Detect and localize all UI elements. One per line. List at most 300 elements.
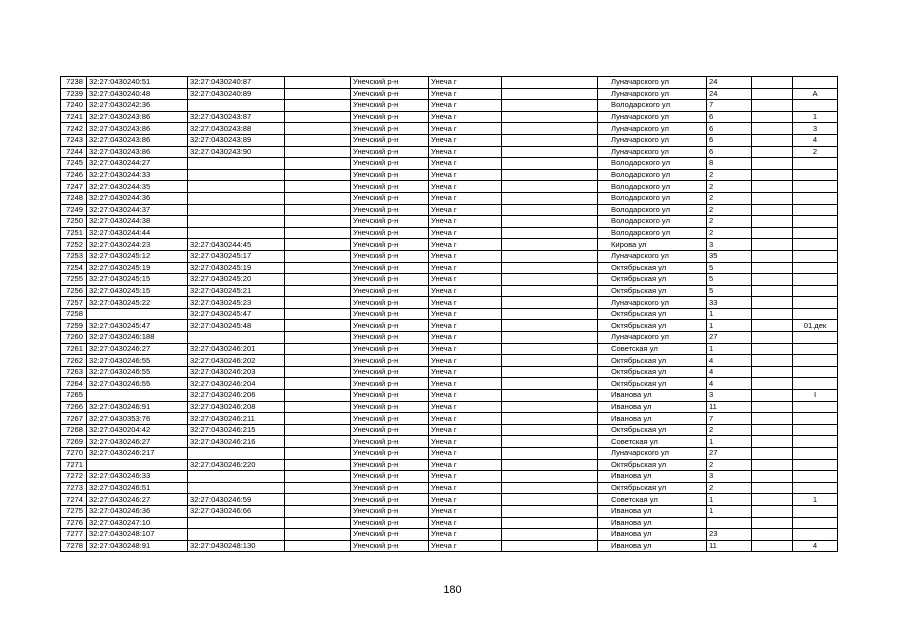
empty-cell <box>285 239 351 251</box>
empty-cell <box>502 239 598 251</box>
city-cell: Унеча г <box>429 192 502 204</box>
table-row <box>61 88 838 100</box>
empty-cell <box>752 529 793 541</box>
district-cell: Унечский р-н <box>351 401 429 413</box>
empty-cell <box>285 529 351 541</box>
district-cell: Унечский р-н <box>351 158 429 170</box>
empty-cell <box>752 204 793 216</box>
empty-cell <box>752 297 793 309</box>
extra-cell <box>793 77 838 89</box>
empty-cell <box>752 308 793 320</box>
linked-number-cell: 32:27:0430246:59 <box>188 494 285 506</box>
empty-cell <box>502 285 598 297</box>
table-row <box>61 494 838 506</box>
city-cell: Унеча г <box>429 146 502 158</box>
empty-cell <box>502 332 598 344</box>
street-cell: Луначарского ул <box>598 77 707 89</box>
linked-number-cell <box>188 448 285 460</box>
extra-cell <box>793 158 838 170</box>
district-cell: Унечский р-н <box>351 285 429 297</box>
street-cell: Володарского ул <box>598 227 707 239</box>
house-number-cell: 5 <box>707 285 752 297</box>
records-table <box>60 76 838 552</box>
empty-cell <box>285 181 351 193</box>
row-number-cell: 7264 <box>61 378 87 390</box>
cadastral-number-cell: 32:27:0430246:188 <box>87 332 188 344</box>
street-cell: Иванова ул <box>598 390 707 402</box>
empty-cell <box>752 100 793 112</box>
district-cell: Унечский р-н <box>351 505 429 517</box>
table-body <box>61 77 838 552</box>
table-row <box>61 181 838 193</box>
cadastral-number-cell: 32:27:0430246:91 <box>87 401 188 413</box>
city-cell: Унеча г <box>429 308 502 320</box>
empty-cell <box>285 100 351 112</box>
district-cell: Унечский р-н <box>351 204 429 216</box>
extra-cell <box>793 413 838 425</box>
empty-cell <box>502 401 598 413</box>
cadastral-number-cell: 32:27:0430246:55 <box>87 355 188 367</box>
extra-cell <box>793 448 838 460</box>
extra-cell <box>793 239 838 251</box>
empty-cell <box>285 448 351 460</box>
empty-cell <box>752 366 793 378</box>
extra-cell: 1 <box>793 111 838 123</box>
empty-cell <box>752 436 793 448</box>
cadastral-number-cell: 32:27:0430248:91 <box>87 540 188 552</box>
city-cell: Унеча г <box>429 401 502 413</box>
extra-cell: 2 <box>793 146 838 158</box>
extra-cell <box>793 378 838 390</box>
empty-cell <box>285 436 351 448</box>
city-cell: Унеча г <box>429 494 502 506</box>
house-number-cell: 6 <box>707 111 752 123</box>
house-number-cell: 1 <box>707 436 752 448</box>
cadastral-number-cell: 32:27:0430245:12 <box>87 250 188 262</box>
linked-number-cell: 32:27:0430245:20 <box>188 274 285 286</box>
table-row <box>61 320 838 332</box>
extra-cell <box>793 343 838 355</box>
empty-cell <box>285 471 351 483</box>
row-number-cell: 7276 <box>61 517 87 529</box>
empty-cell <box>285 134 351 146</box>
house-number-cell: 27 <box>707 448 752 460</box>
district-cell: Унечский р-н <box>351 239 429 251</box>
house-number-cell: 1 <box>707 343 752 355</box>
street-cell: Октябрьская ул <box>598 320 707 332</box>
extra-cell <box>793 436 838 448</box>
house-number-cell: 24 <box>707 88 752 100</box>
street-cell: Володарского ул <box>598 192 707 204</box>
empty-cell <box>285 88 351 100</box>
table-row <box>61 239 838 251</box>
district-cell: Унечский р-н <box>351 343 429 355</box>
empty-cell <box>285 111 351 123</box>
district-cell: Унечский р-н <box>351 274 429 286</box>
empty-cell <box>502 471 598 483</box>
house-number-cell: 3 <box>707 471 752 483</box>
empty-cell <box>752 216 793 228</box>
city-cell: Унеча г <box>429 505 502 517</box>
house-number-cell: 2 <box>707 192 752 204</box>
linked-number-cell: 32:27:0430240:89 <box>188 88 285 100</box>
cadastral-number-cell: 32:27:0430245:19 <box>87 262 188 274</box>
empty-cell <box>752 285 793 297</box>
district-cell: Унечский р-н <box>351 216 429 228</box>
linked-number-cell: 32:27:0430246:211 <box>188 413 285 425</box>
linked-number-cell <box>188 517 285 529</box>
linked-number-cell: 32:27:0430246:66 <box>188 505 285 517</box>
extra-cell: 1 <box>793 494 838 506</box>
cadastral-number-cell: 32:27:0430244:44 <box>87 227 188 239</box>
table-row <box>61 471 838 483</box>
extra-cell: А <box>793 88 838 100</box>
linked-number-cell <box>188 332 285 344</box>
empty-cell <box>285 192 351 204</box>
linked-number-cell: 32:27:0430245:17 <box>188 250 285 262</box>
city-cell: Унеча г <box>429 274 502 286</box>
house-number-cell: 2 <box>707 169 752 181</box>
linked-number-cell: 32:27:0430246:202 <box>188 355 285 367</box>
city-cell: Унеча г <box>429 239 502 251</box>
street-cell: Иванова ул <box>598 505 707 517</box>
cadastral-number-cell: 32:27:0430245:22 <box>87 297 188 309</box>
cadastral-number-cell: 32:27:0430246:51 <box>87 482 188 494</box>
extra-cell <box>793 204 838 216</box>
empty-cell <box>752 227 793 239</box>
district-cell: Унечский р-н <box>351 297 429 309</box>
empty-cell <box>502 227 598 239</box>
row-number-cell: 7262 <box>61 355 87 367</box>
empty-cell <box>285 297 351 309</box>
row-number-cell: 7273 <box>61 482 87 494</box>
row-number-cell: 7240 <box>61 100 87 112</box>
district-cell: Унечский р-н <box>351 378 429 390</box>
empty-cell <box>502 529 598 541</box>
cadastral-number-cell: 32:27:0430244:36 <box>87 192 188 204</box>
row-number-cell: 7244 <box>61 146 87 158</box>
street-cell: Октябрьская ул <box>598 378 707 390</box>
city-cell: Унеча г <box>429 424 502 436</box>
cadastral-number-cell: 32:27:0430240:48 <box>87 88 188 100</box>
linked-number-cell: 32:27:0430245:19 <box>188 262 285 274</box>
empty-cell <box>752 424 793 436</box>
row-number-cell: 7250 <box>61 216 87 228</box>
empty-cell <box>752 134 793 146</box>
cadastral-number-cell: 32:27:0430243:86 <box>87 111 188 123</box>
empty-cell <box>502 100 598 112</box>
extra-cell <box>793 181 838 193</box>
table-row <box>61 262 838 274</box>
house-number-cell: 5 <box>707 274 752 286</box>
extra-cell <box>793 100 838 112</box>
district-cell: Унечский р-н <box>351 308 429 320</box>
street-cell: Иванова ул <box>598 540 707 552</box>
empty-cell <box>752 88 793 100</box>
empty-cell <box>502 448 598 460</box>
district-cell: Унечский р-н <box>351 111 429 123</box>
house-number-cell: 7 <box>707 100 752 112</box>
cadastral-number-cell: 32:27:0430245:15 <box>87 285 188 297</box>
row-number-cell: 7242 <box>61 123 87 135</box>
city-cell: Унеча г <box>429 181 502 193</box>
table-row <box>61 482 838 494</box>
house-number-cell: 1 <box>707 308 752 320</box>
row-number-cell: 7245 <box>61 158 87 170</box>
house-number-cell: 6 <box>707 134 752 146</box>
city-cell: Унеча г <box>429 355 502 367</box>
empty-cell <box>502 216 598 228</box>
street-cell: Луначарского ул <box>598 297 707 309</box>
empty-cell <box>502 390 598 402</box>
street-cell: Октябрьская ул <box>598 482 707 494</box>
extra-cell: 4 <box>793 134 838 146</box>
table-row <box>61 204 838 216</box>
empty-cell <box>285 401 351 413</box>
city-cell: Унеча г <box>429 227 502 239</box>
row-number-cell: 7277 <box>61 529 87 541</box>
row-number-cell: 7260 <box>61 332 87 344</box>
cadastral-number-cell: 32:27:0430246:27 <box>87 343 188 355</box>
empty-cell <box>502 158 598 170</box>
city-cell: Унеча г <box>429 529 502 541</box>
extra-cell: 4 <box>793 540 838 552</box>
street-cell: Октябрьская ул <box>598 366 707 378</box>
table-row <box>61 343 838 355</box>
empty-cell <box>502 77 598 89</box>
empty-cell <box>502 262 598 274</box>
street-cell: Володарского ул <box>598 100 707 112</box>
table-row <box>61 285 838 297</box>
empty-cell <box>285 378 351 390</box>
cadastral-number-cell: 32:27:0430204:42 <box>87 424 188 436</box>
street-cell: Октябрьская ул <box>598 355 707 367</box>
empty-cell <box>752 540 793 552</box>
house-number-cell: 2 <box>707 216 752 228</box>
house-number-cell: 35 <box>707 250 752 262</box>
city-cell: Унеча г <box>429 285 502 297</box>
row-number-cell: 7256 <box>61 285 87 297</box>
empty-cell <box>502 343 598 355</box>
city-cell: Унеча г <box>429 332 502 344</box>
empty-cell <box>752 123 793 135</box>
house-number-cell: 5 <box>707 262 752 274</box>
linked-number-cell: 32:27:0430246:204 <box>188 378 285 390</box>
city-cell: Унеча г <box>429 540 502 552</box>
extra-cell <box>793 505 838 517</box>
empty-cell <box>285 227 351 239</box>
linked-number-cell <box>188 169 285 181</box>
linked-number-cell: 32:27:0430243:89 <box>188 134 285 146</box>
empty-cell <box>752 448 793 460</box>
cadastral-number-cell <box>87 459 188 471</box>
row-number-cell: 7255 <box>61 274 87 286</box>
district-cell: Унечский р-н <box>351 262 429 274</box>
empty-cell <box>285 332 351 344</box>
cadastral-number-cell: 32:27:0430246:33 <box>87 471 188 483</box>
extra-cell <box>793 250 838 262</box>
city-cell: Унеча г <box>429 111 502 123</box>
cadastral-number-cell: 32:27:0430243:86 <box>87 146 188 158</box>
extra-cell <box>793 529 838 541</box>
city-cell: Унеча г <box>429 390 502 402</box>
extra-cell <box>793 297 838 309</box>
linked-number-cell: 32:27:0430246:208 <box>188 401 285 413</box>
street-cell: Володарского ул <box>598 204 707 216</box>
street-cell: Володарского ул <box>598 169 707 181</box>
row-number-cell: 7257 <box>61 297 87 309</box>
house-number-cell: 4 <box>707 366 752 378</box>
house-number-cell: 6 <box>707 123 752 135</box>
district-cell: Унечский р-н <box>351 123 429 135</box>
city-cell: Унеча г <box>429 77 502 89</box>
table-row <box>61 134 838 146</box>
empty-cell <box>285 505 351 517</box>
house-number-cell: 2 <box>707 204 752 216</box>
district-cell: Унечский р-н <box>351 332 429 344</box>
cadastral-number-cell: 32:27:0430246:27 <box>87 436 188 448</box>
city-cell: Унеча г <box>429 204 502 216</box>
row-number-cell: 7278 <box>61 540 87 552</box>
empty-cell <box>285 320 351 332</box>
cadastral-number-cell: 32:27:0430244:37 <box>87 204 188 216</box>
row-number-cell: 7253 <box>61 250 87 262</box>
linked-number-cell: 32:27:0430246:215 <box>188 424 285 436</box>
extra-cell <box>793 355 838 367</box>
empty-cell <box>752 494 793 506</box>
row-number-cell: 7238 <box>61 77 87 89</box>
extra-cell <box>793 169 838 181</box>
empty-cell <box>502 297 598 309</box>
row-number-cell: 7265 <box>61 390 87 402</box>
table-row <box>61 111 838 123</box>
linked-number-cell: 32:27:0430240:87 <box>188 77 285 89</box>
table-row <box>61 274 838 286</box>
street-cell: Луначарского ул <box>598 250 707 262</box>
empty-cell <box>752 505 793 517</box>
table-row <box>61 378 838 390</box>
district-cell: Унечский р-н <box>351 146 429 158</box>
extra-cell <box>793 459 838 471</box>
cadastral-number-cell: 32:27:0430244:23 <box>87 239 188 251</box>
extra-cell <box>793 308 838 320</box>
house-number-cell: 23 <box>707 529 752 541</box>
empty-cell <box>752 169 793 181</box>
table-row <box>61 459 838 471</box>
extra-cell <box>793 192 838 204</box>
empty-cell <box>502 320 598 332</box>
street-cell: Кирова ул <box>598 239 707 251</box>
street-cell: Октябрьская ул <box>598 274 707 286</box>
row-number-cell: 7252 <box>61 239 87 251</box>
empty-cell <box>752 274 793 286</box>
street-cell: Володарского ул <box>598 216 707 228</box>
city-cell: Унеча г <box>429 250 502 262</box>
street-cell: Иванова ул <box>598 517 707 529</box>
table-row <box>61 424 838 436</box>
city-cell: Унеча г <box>429 297 502 309</box>
empty-cell <box>502 204 598 216</box>
row-number-cell: 7261 <box>61 343 87 355</box>
table-row <box>61 77 838 89</box>
extra-cell <box>793 227 838 239</box>
district-cell: Унечский р-н <box>351 529 429 541</box>
empty-cell <box>502 436 598 448</box>
empty-cell <box>752 192 793 204</box>
empty-cell <box>502 250 598 262</box>
district-cell: Унечский р-н <box>351 100 429 112</box>
house-number-cell: 3 <box>707 390 752 402</box>
district-cell: Унечский р-н <box>351 355 429 367</box>
empty-cell <box>285 308 351 320</box>
extra-cell <box>793 482 838 494</box>
district-cell: Унечский р-н <box>351 424 429 436</box>
empty-cell <box>502 378 598 390</box>
row-number-cell: 7247 <box>61 181 87 193</box>
city-cell: Унеча г <box>429 134 502 146</box>
street-cell: Володарского ул <box>598 181 707 193</box>
linked-number-cell <box>188 529 285 541</box>
table-row <box>61 401 838 413</box>
extra-cell <box>793 262 838 274</box>
empty-cell <box>502 505 598 517</box>
district-cell: Унечский р-н <box>351 227 429 239</box>
linked-number-cell: 32:27:0430248:130 <box>188 540 285 552</box>
empty-cell <box>752 158 793 170</box>
empty-cell <box>285 250 351 262</box>
empty-cell <box>502 494 598 506</box>
linked-number-cell: 32:27:0430246:220 <box>188 459 285 471</box>
linked-number-cell <box>188 227 285 239</box>
empty-cell <box>285 216 351 228</box>
table-row <box>61 366 838 378</box>
house-number-cell: 27 <box>707 332 752 344</box>
empty-cell <box>502 355 598 367</box>
empty-cell <box>752 401 793 413</box>
district-cell: Унечский р-н <box>351 77 429 89</box>
house-number-cell: 4 <box>707 378 752 390</box>
cadastral-number-cell: 32:27:0430242:36 <box>87 100 188 112</box>
linked-number-cell: 32:27:0430246:216 <box>188 436 285 448</box>
linked-number-cell <box>188 482 285 494</box>
empty-cell <box>285 390 351 402</box>
row-number-cell: 7243 <box>61 134 87 146</box>
city-cell: Унеча г <box>429 320 502 332</box>
row-number-cell: 7248 <box>61 192 87 204</box>
house-number-cell: 6 <box>707 146 752 158</box>
linked-number-cell: 32:27:0430245:23 <box>188 297 285 309</box>
street-cell: Луначарского ул <box>598 123 707 135</box>
empty-cell <box>752 413 793 425</box>
city-cell: Унеча г <box>429 216 502 228</box>
district-cell: Унечский р-н <box>351 494 429 506</box>
street-cell: Иванова ул <box>598 413 707 425</box>
district-cell: Унечский р-н <box>351 471 429 483</box>
empty-cell <box>285 146 351 158</box>
cadastral-number-cell: 32:27:0430245:15 <box>87 274 188 286</box>
city-cell: Унеча г <box>429 378 502 390</box>
city-cell: Унеча г <box>429 158 502 170</box>
city-cell: Унеча г <box>429 88 502 100</box>
house-number-cell: 3 <box>707 239 752 251</box>
street-cell: Луначарского ул <box>598 111 707 123</box>
row-number-cell: 7269 <box>61 436 87 448</box>
extra-cell <box>793 332 838 344</box>
empty-cell <box>752 378 793 390</box>
empty-cell <box>502 540 598 552</box>
empty-cell <box>285 424 351 436</box>
cadastral-number-cell: 32:27:0430247:10 <box>87 517 188 529</box>
